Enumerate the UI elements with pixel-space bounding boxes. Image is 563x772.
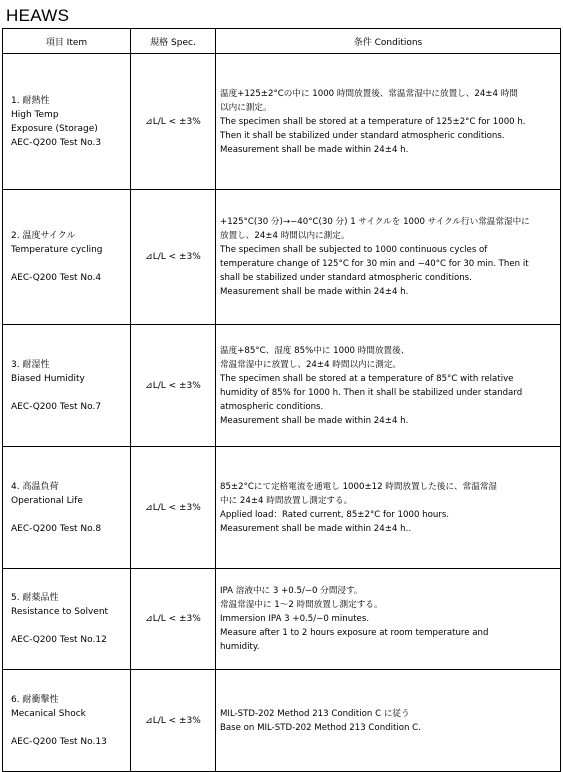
item-cell <box>3 190 131 325</box>
condition-line: shall be stabilized under standard atmospheric conditions. <box>220 273 472 283</box>
item-name-en: Mecanical Shock <box>11 708 86 719</box>
condition-line: Applied load：Rated current, 85±2°C for 1000 hours. <box>220 509 450 520</box>
conditions-cell <box>216 670 561 772</box>
item-cell <box>3 670 131 772</box>
condition-line: 以内に測定。 <box>220 102 272 113</box>
item-test-number: AEC-Q200 Test No.13 <box>11 736 107 747</box>
item-name-en: Exposure (Storage) <box>11 123 98 134</box>
condition-line: 85±2°Cにて定格電流を通電し 1000±12 時間放置した後に、常温常湿 <box>220 481 498 492</box>
condition-line: +125°C(30 分)→−40°C(30 分) 1 サイクルを 1000 サイクル行い常温常湿中に <box>220 217 530 227</box>
spec-cell: ⊿L/L < ±3% <box>131 447 216 569</box>
item-test-number: AEC-Q200 Test No.3 <box>11 137 102 148</box>
spec-cell: ⊿L/L < ±3% <box>131 54 216 190</box>
condition-line: The specimen shall be stored at a temperature of 125±2°C for 1000 h. <box>220 116 526 127</box>
conditions-cell <box>216 190 561 325</box>
condition-line: 放置し、24±4 時間以内に測定。 <box>220 231 350 241</box>
condition-line: The specimen shall be subjected to 1000 continuous cycles of <box>220 245 488 255</box>
item-name-jp: 5. 耐薬品性 <box>11 593 59 603</box>
condition-line: MIL-STD-202 Method 213 Condition C に従う <box>220 708 410 719</box>
condition-line: Then it shall be stabilized under standard atmospheric conditions. <box>220 130 505 141</box>
spacer <box>11 508 130 522</box>
condition-line: atmospheric conditions. <box>220 401 324 412</box>
table-row <box>3 54 561 190</box>
item-name-jp: 2. 温度サイクル <box>11 231 76 241</box>
item-name-en: Biased Humidity <box>11 373 85 384</box>
item-cell <box>3 447 131 569</box>
spacer <box>11 257 130 271</box>
header-item: 項目 Item <box>3 29 131 54</box>
table-row <box>3 569 561 670</box>
item-test-number: AEC-Q200 Test No.8 <box>11 523 102 534</box>
item-name-en: Resistance to Solvent <box>11 607 109 617</box>
document-page <box>2 4 560 772</box>
spacer <box>11 386 130 400</box>
condition-line: humidity. <box>220 642 260 652</box>
header-conditions: 条件 Conditions <box>216 29 561 54</box>
conditions-cell <box>216 447 561 569</box>
condition-line: Measurement shall be made within 24±4 h. <box>220 287 409 297</box>
condition-line: humidity of 85% for 1000 h. Then it shall be stabilized under standard <box>220 387 523 398</box>
item-test-number: AEC-Q200 Test No.4 <box>11 273 102 283</box>
table-header-row <box>3 29 561 54</box>
condition-line: 中に 24±4 時間放置し測定する。 <box>220 495 353 506</box>
condition-line: Measurement shall be made within 24±4 h. <box>220 415 409 426</box>
condition-line: Measurement shall be made within 24±4 h. <box>220 144 409 155</box>
table-row <box>3 670 561 772</box>
item-name-jp: 1. 耐熱性 <box>11 95 50 106</box>
condition-line: temperature change of 125°C for 30 min and −40°C for 30 min. Then it <box>220 259 529 269</box>
condition-line: 温度+85°C、湿度 85%中に 1000 時間放置後、 <box>220 345 410 356</box>
spec-cell: ⊿L/L < ±3% <box>131 325 216 447</box>
condition-line: The specimen shall be stored at a temperature of 85°C with relative <box>220 373 514 384</box>
condition-line: Measure after 1 to 2 hours exposure at room temperature and <box>220 628 489 638</box>
item-cell <box>3 54 131 190</box>
spec-cell: ⊿L/L < ±3% <box>131 670 216 772</box>
item-name-jp: 6. 耐衝撃性 <box>11 694 59 705</box>
item-test-number: AEC-Q200 Test No.7 <box>11 401 102 412</box>
conditions-cell <box>216 54 561 190</box>
test-conditions-table <box>2 28 561 772</box>
item-name-jp: 3. 耐湿性 <box>11 359 50 370</box>
item-name-en: High Temp <box>11 109 59 120</box>
item-cell <box>3 325 131 447</box>
table-row <box>3 325 561 447</box>
condition-line: Immersion IPA 3 +0.5/−0 minutes. <box>220 614 370 624</box>
header-spec: 規格 Spec. <box>131 29 216 54</box>
item-name-jp: 4. 高温負荷 <box>11 481 59 492</box>
item-cell <box>3 569 131 670</box>
condition-line: Base on MIL-STD-202 Method 213 Condition C. <box>220 722 421 733</box>
table-row <box>3 190 561 325</box>
spacer <box>11 619 130 633</box>
condition-line: 温度+125±2°Cの中に 1000 時間放置後、常温常湿中に放置し、24±4 時間 <box>220 88 518 99</box>
item-name-en: Temperature cycling <box>11 245 103 255</box>
table-row <box>3 447 561 569</box>
condition-line: IPA 溶液中に 3 +0.5/−0 分間浸す。 <box>220 586 363 596</box>
spec-cell: ⊿L/L < ±3% <box>131 569 216 670</box>
conditions-cell <box>216 325 561 447</box>
item-test-number: AEC-Q200 Test No.12 <box>11 635 107 645</box>
document-title: HEAWS <box>6 6 70 25</box>
item-name-en: Operational Life <box>11 495 83 506</box>
condition-line: Measurement shall be made within 24±4 h.. <box>220 523 412 534</box>
condition-line: 常温常湿中に放置し、24±4 時間以内に測定。 <box>220 359 402 370</box>
spec-cell: ⊿L/L < ±3% <box>131 190 216 325</box>
conditions-cell <box>216 569 561 670</box>
condition-line: 常温常湿中に 1～2 時間放置し測定する。 <box>220 600 383 610</box>
